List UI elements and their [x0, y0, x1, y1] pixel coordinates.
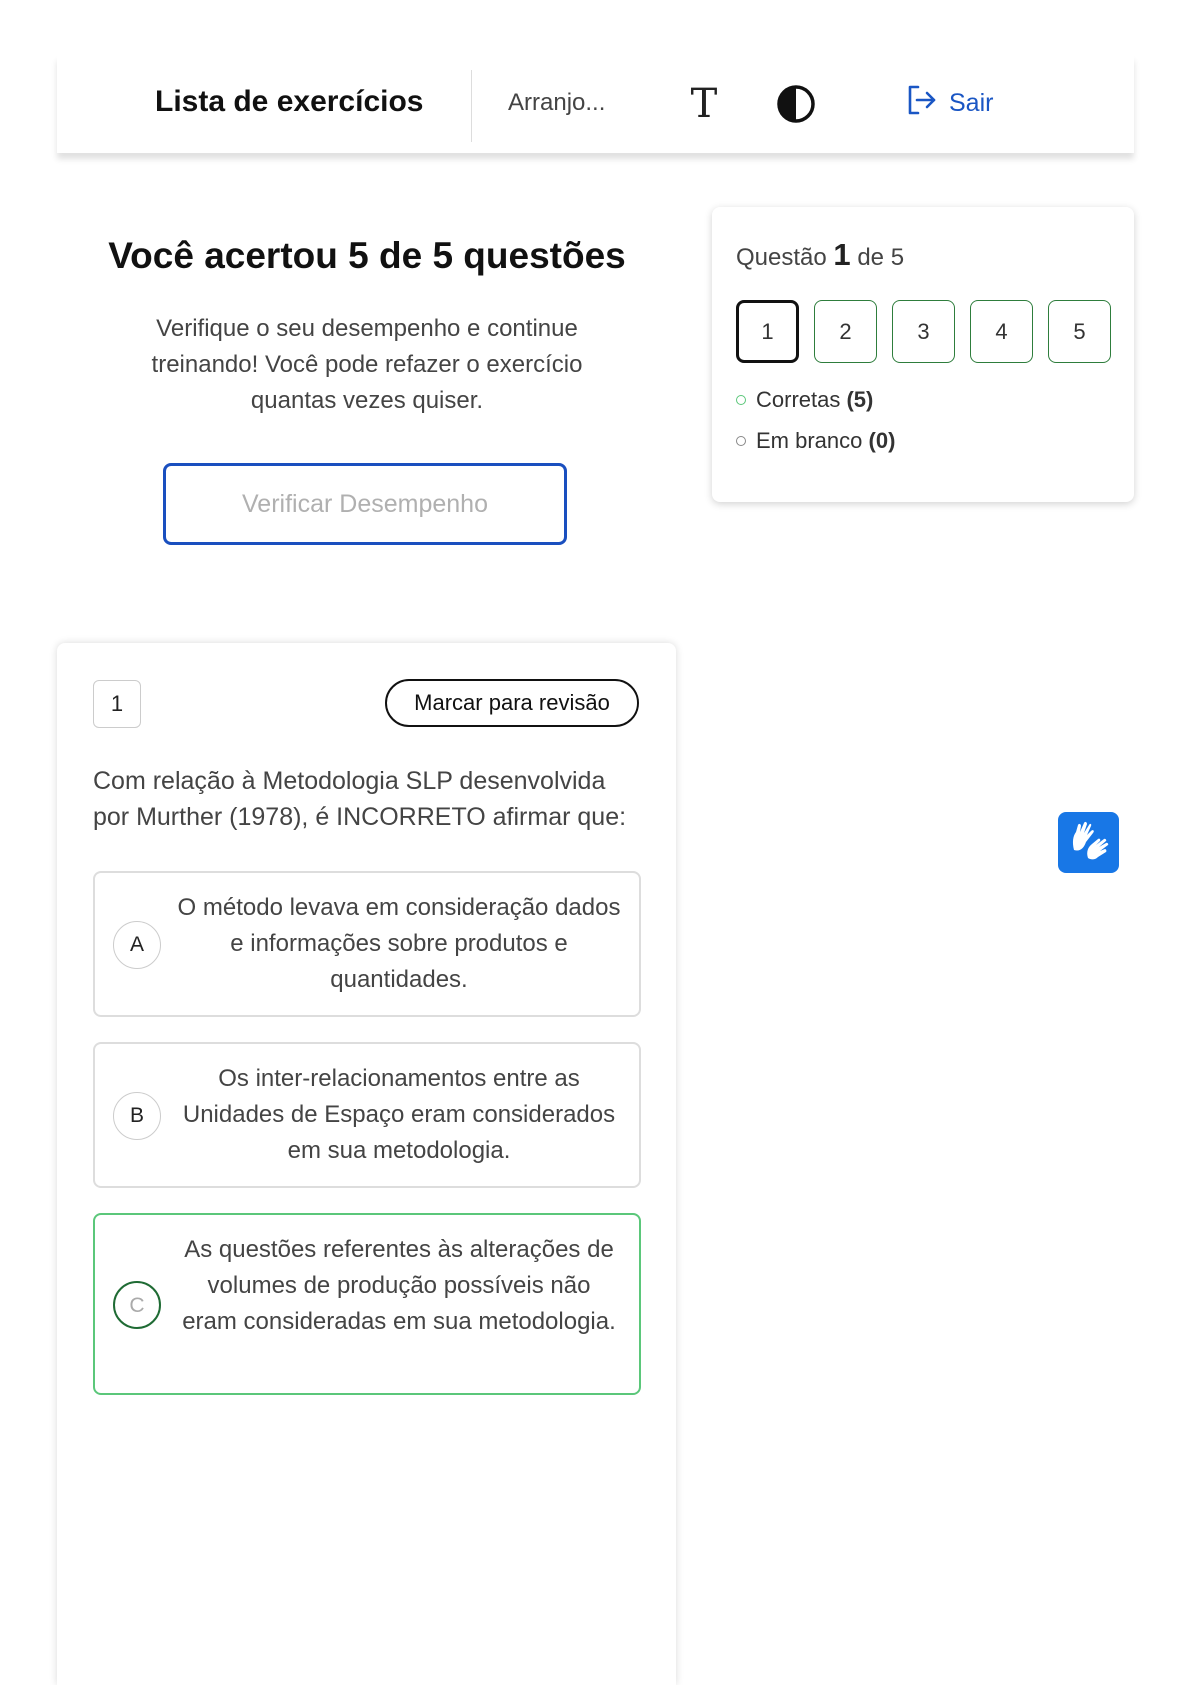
legend-correct-count: (5) [846, 387, 874, 412]
correct-dot-icon [736, 395, 746, 405]
exit-label: Sair [949, 88, 994, 117]
question-navigator [712, 207, 1134, 502]
option-letter: A [113, 921, 161, 969]
question-counter-current: 1 [833, 237, 851, 272]
option-a[interactable] [93, 871, 641, 1017]
option-text: As questões referentes às alterações de volumes de produção possíveis não eram consideradas em sua metodologia. [182, 1236, 616, 1335]
legend-blank-label: Em branco [756, 428, 863, 453]
question-button-2[interactable]: 2 [814, 300, 877, 363]
verify-performance-button[interactable]: Verificar Desempenho [163, 463, 567, 545]
question-counter-prefix: Questão [736, 244, 827, 271]
question-counter [736, 237, 904, 273]
header-divider [471, 70, 472, 142]
legend-blank-count: (0) [868, 428, 896, 453]
option-b[interactable] [93, 1042, 641, 1188]
question-button-1[interactable]: 1 [736, 300, 799, 363]
option-text: O método levava em consideração dados e informações sobre produtos e quantidades. [177, 894, 621, 993]
result-summary [57, 235, 677, 419]
result-description: Verifique o seu desempenho e continue treinando! Você pode refazer o exercício quantas vezes quiser. [151, 315, 583, 414]
logout-icon [905, 83, 939, 124]
option-c-correct[interactable] [93, 1213, 641, 1395]
question-text: Com relação à Metodologia SLP desenvolvida por Murther (1978), é INCORRETO afirmar que: [93, 767, 627, 831]
option-text: Os inter-relacionamentos entre as Unidades de Espaço eram considerados em sua metodologia. [182, 1065, 616, 1164]
result-title: Você acertou 5 de 5 questões [108, 235, 626, 276]
contrast-icon[interactable] [775, 83, 817, 125]
blank-dot-icon [736, 436, 746, 446]
subject-name: Arranjo... [508, 89, 606, 116]
legend-correct [736, 387, 873, 413]
page-title: Lista de exercícios [155, 85, 424, 118]
text-size-icon[interactable]: T [690, 81, 718, 127]
question-button-3[interactable]: 3 [892, 300, 955, 363]
exit-button[interactable] [905, 81, 993, 125]
question-buttons [736, 300, 1111, 363]
top-bar [57, 55, 1134, 153]
question-button-4[interactable]: 4 [970, 300, 1033, 363]
question-button-5[interactable]: 5 [1048, 300, 1111, 363]
sign-language-hands-icon [1058, 812, 1119, 873]
question-card [57, 643, 676, 1685]
legend-blank [736, 428, 895, 454]
question-counter-suffix: de 5 [857, 244, 905, 271]
mark-for-review-button[interactable]: Marcar para revisão [385, 679, 639, 727]
legend-correct-label: Corretas [756, 387, 841, 412]
option-letter: B [113, 1092, 161, 1140]
option-letter: C [113, 1281, 161, 1329]
question-number: 1 [93, 680, 141, 728]
sign-language-button[interactable] [1058, 812, 1119, 873]
